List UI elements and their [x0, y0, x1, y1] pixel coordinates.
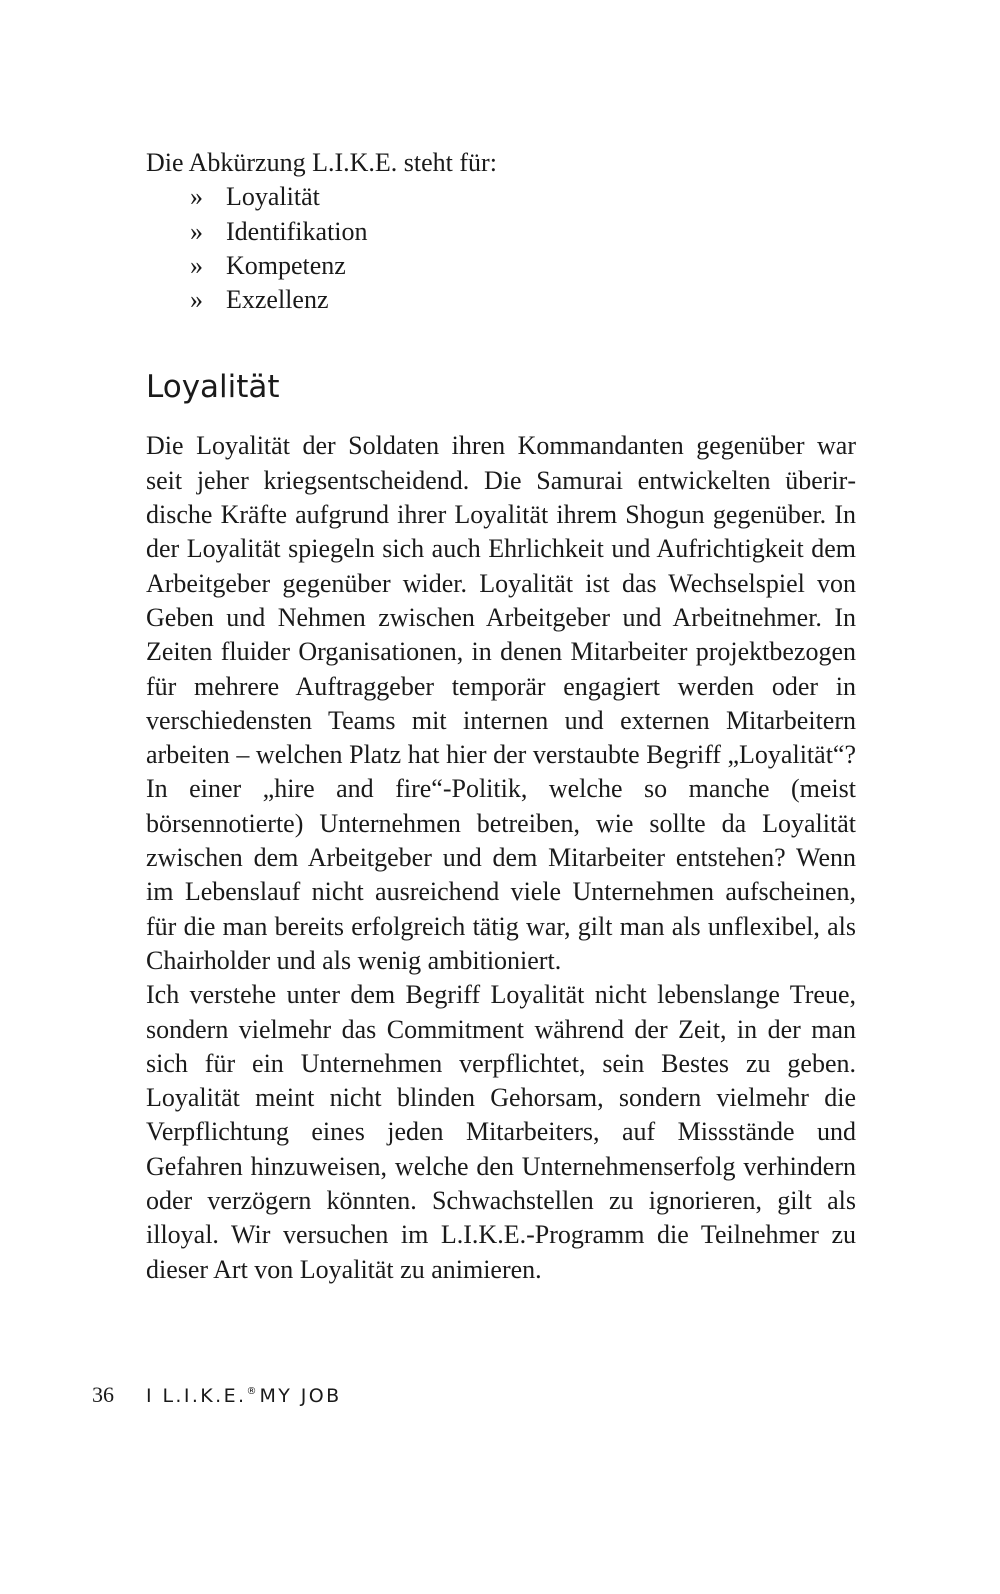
list-item	[190, 249, 856, 283]
section-heading: Loyalität	[146, 369, 280, 406]
registered-mark: ®	[246, 1386, 257, 1397]
guillemet-bullet-icon: »	[190, 216, 203, 246]
running-title-suffix: MY JOB	[259, 1385, 342, 1407]
page-content	[146, 146, 856, 1287]
page-footer	[92, 1382, 342, 1408]
running-title	[146, 1385, 342, 1407]
intro-text: Die Abkürzung L.I.K.E. steht für:	[146, 148, 497, 177]
page-number: 36	[92, 1382, 114, 1407]
body-paragraph: Ich verstehe unter dem Begriff Loyalität nicht lebenslange Treue, sondern vielmehr das Commitment während der Zeit, in der man sich für ein Unternehmen verpflichtet, sein Bestes zu geben. Loyalität meint nicht blinden Gehorsam, sondern vielmehr die Verpflichtung eines jeden Mitarbeiters, auf Missstände und Gefahren hinzuweisen, welche den Unternehmenserfolg verhindern oder verzögern könnten. Schwachstellen zu ignorieren, gilt als illoyal. Wir versuchen im L.I.K.E.-Programm die Teilnehmer zu dieser Art von Loyalität zu animieren.	[146, 980, 856, 1284]
abbreviation-list	[146, 180, 856, 317]
list-item-label: Identifikation	[226, 216, 368, 246]
list-item-label: Exzellenz	[226, 285, 329, 315]
body-paragraph: Die Loyalität der Soldaten ihren Kommandanten gegenüber war seit jeher kriegsentscheidend. Die Samurai entwickelten überirdische Kräfte aufgrund ihrer Loyalität ihrem Shogun gegenüber. In der Loyalität spiegeln sich auch Ehrlichkeit und Aufrichtigkeit dem Arbeitgeber gegenüber wider. Loyalität ist das Wechselspiel von Geben und Nehmen zwischen Arbeitgeber und Arbeitnehmer. In Zeiten fluider Organisationen, in denen Mitarbeiter projektbezogen für mehrere Auftraggeber temporär engagiert werden oder in verschiedensten Teams mit internen und externen Mitarbeitern arbeiten – welchen Platz hat hier der verstaubte Begriff „Loyalität“? In einer „hire and fire“-Politik, welche so manche (meist börsennotierte) Unternehmen betreiben, wie sollte da Loyalität zwischen dem Arbeitgeber und dem Mitarbeiter entstehen? Wenn im Lebenslauf nicht ausreichend viele Unternehmen aufscheinen, für die man bereits erfolgreich tätig war, gilt man als unflexibel, als Chairholder und als wenig ambitioniert.	[146, 431, 856, 975]
list-item	[190, 215, 856, 249]
guillemet-bullet-icon: »	[190, 250, 203, 280]
list-item	[190, 180, 856, 214]
list-item-label: Loyalität	[226, 182, 320, 212]
guillemet-bullet-icon: »	[190, 182, 203, 212]
guillemet-bullet-icon: »	[190, 285, 203, 315]
running-title-prefix: I L.I.K.E.	[146, 1385, 247, 1407]
list-item	[190, 283, 856, 317]
list-item-label: Kompetenz	[226, 250, 346, 280]
